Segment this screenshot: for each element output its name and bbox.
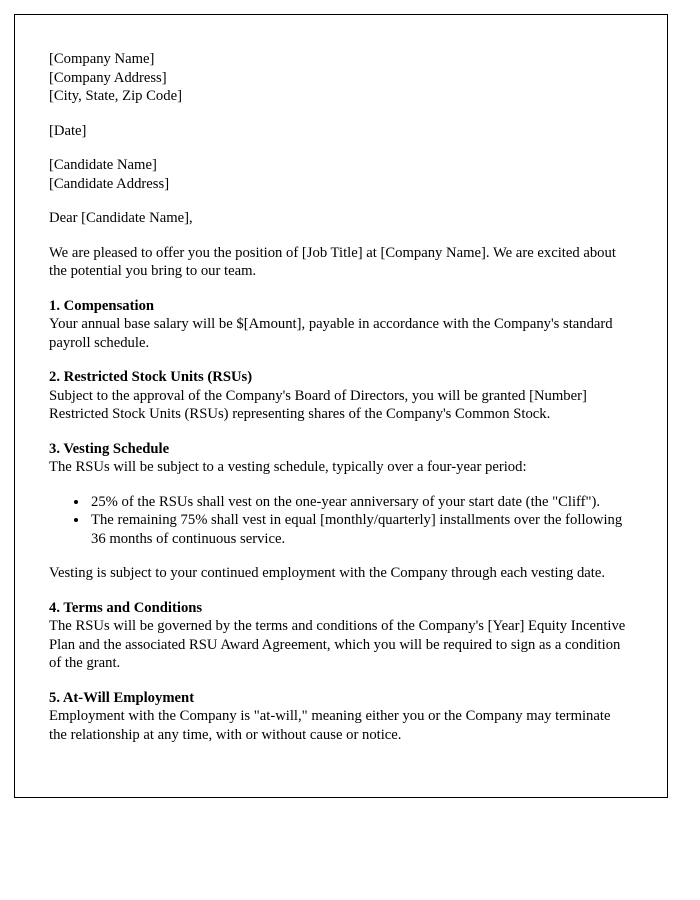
vesting-bullet-cliff: • 25% of the RSUs shall vest on the one-year anniversary of your start date (the "Cliff").	[89, 493, 631, 512]
recipient-candidate-name: [Candidate Name]	[49, 157, 157, 173]
section-vesting-heading: 3. Vesting Schedule	[49, 440, 170, 457]
letter-content	[15, 15, 667, 744]
section-rsus-heading: 2. Restricted Stock Units (RSUs)	[49, 369, 253, 385]
section-compensation-body: Your annual base salary will be $[Amount], payable in accordance with the Company's standard payroll schedule.	[49, 316, 613, 351]
section-at-will-body: Employment with the Company is "at-will," meaning either you or the Company may terminate the relationship at any time, with or without cause or notice.	[49, 708, 611, 743]
intro-paragraph: We are pleased to offer you the position of [Job Title] at [Company Name]. We are excited about the potential you bring to our team.	[49, 244, 616, 279]
sender-company-name: [Company Name]	[49, 51, 155, 67]
section-terms	[49, 599, 631, 673]
section-terms-heading: 4. Terms and Conditions	[49, 599, 203, 616]
offer-letter-page	[14, 14, 668, 798]
section-vesting-body: The RSUs will be subject to a vesting schedule, typically over a four-year period:	[49, 459, 527, 475]
section-rsus	[49, 368, 631, 424]
sender-company-address: [Company Address]	[49, 69, 167, 86]
section-vesting	[49, 440, 631, 477]
salutation: Dear [Candidate Name],	[49, 210, 193, 226]
vesting-bullet-list	[49, 493, 631, 549]
section-at-will	[49, 689, 631, 745]
sender-city-state-zip: [City, State, Zip Code]	[49, 88, 182, 104]
section-at-will-heading: 5. At-Will Employment	[49, 689, 195, 706]
recipient-address-block	[49, 156, 631, 193]
section-rsus-body: Subject to the approval of the Company's Board of Directors, you will be granted [Number] Restricted Stock Units (RSUs) representing shares of the Company's Common Stock.	[49, 387, 587, 422]
letter-date: [Date]	[49, 122, 87, 139]
vesting-continued-employment-note: Vesting is subject to your continued employment with the Company through each vesting date.	[49, 565, 606, 581]
section-terms-body: The RSUs will be governed by the terms and conditions of the Company's [Year] Equity Incentive Plan and the associated RSU Award Agreement, which you will be required to sign as a condition of the grant.	[49, 618, 626, 671]
section-compensation	[49, 297, 631, 353]
recipient-candidate-address: [Candidate Address]	[49, 175, 170, 192]
vesting-bullet-remaining: • The remaining 75% shall vest in equal [monthly/quarterly] installments over the following 36 months of continuous service.	[89, 511, 631, 548]
sender-address-block	[49, 50, 631, 106]
section-compensation-heading: 1. Compensation	[49, 297, 155, 314]
